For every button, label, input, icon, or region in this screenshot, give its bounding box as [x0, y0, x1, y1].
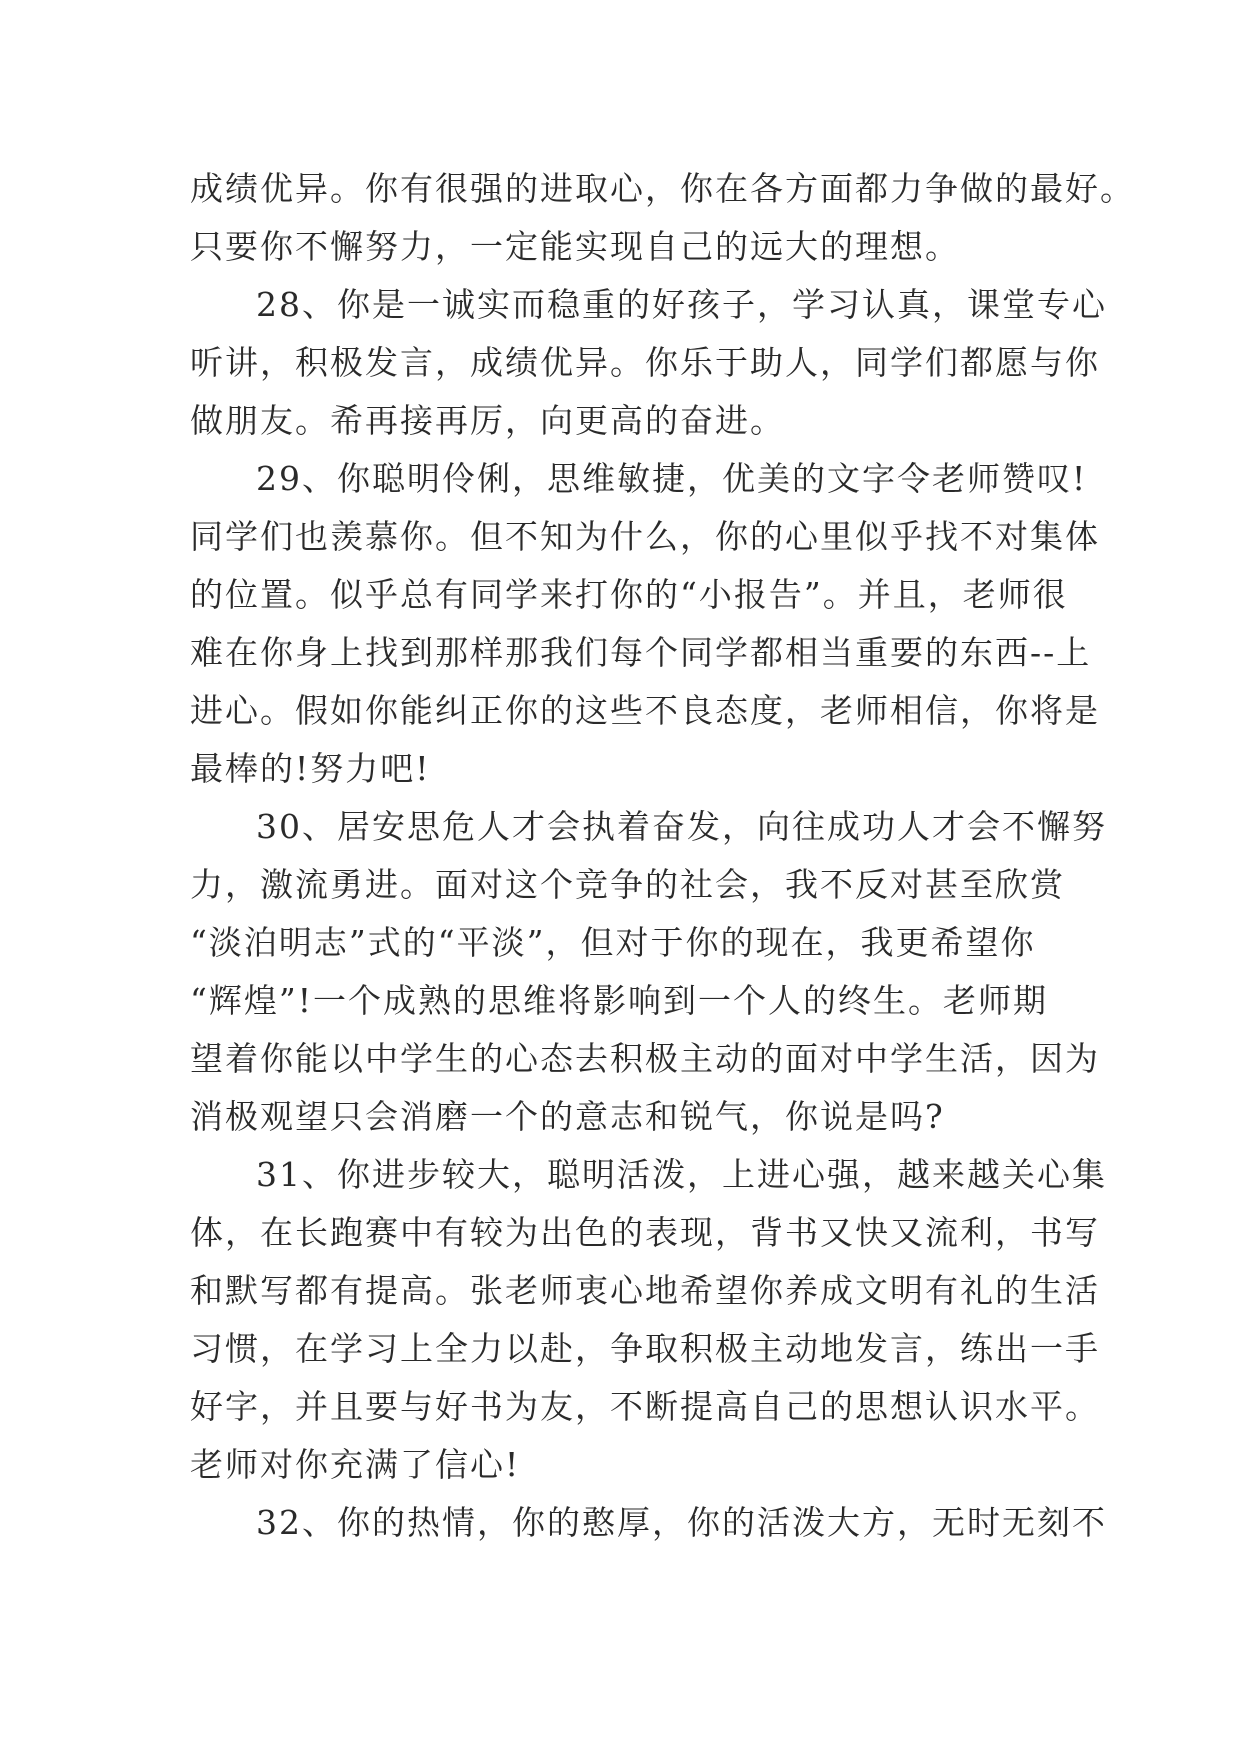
- text-line: 难在你身上找到那样那我们每个同学都相当重要的东西--上: [190, 633, 1092, 672]
- text-line: 望着你能以中学生的心态去积极主动的面对中学生活，因为: [190, 1039, 1100, 1078]
- text-line: 和默写都有提高。张老师衷心地希望你养成文明有礼的生活: [190, 1271, 1100, 1310]
- text-line: 29、你聪明伶俐，思维敏捷，优美的文字令老师赞叹!: [256, 459, 1088, 498]
- text-line: 听讲，积极发言，成绩优异。你乐于助人，同学们都愿与你: [190, 343, 1100, 382]
- text-line: 进心。假如你能纠正你的这些不良态度，老师相信，你将是: [190, 691, 1100, 730]
- text-line: 28、你是一诚实而稳重的好孩子，学习认真，课堂专心: [256, 285, 1107, 324]
- text-line: “辉煌”!一个成熟的思维将影响到一个人的终生。老师期: [190, 981, 1049, 1020]
- text-line: 体，在长跑赛中有较为出色的表现，背书又快又流利，书写: [190, 1213, 1100, 1252]
- text-line: “淡泊明志”式的“平淡”，但对于你的现在，我更希望你: [190, 923, 1036, 962]
- text-line: 只要你不懈努力，一定能实现自己的远大的理想。: [190, 227, 960, 266]
- text-line: 的位置。似乎总有同学来打你的“小报告”。并且，老师很: [190, 575, 1068, 614]
- text-line: 最棒的!努力吧!: [190, 749, 431, 788]
- text-line: 习惯，在学习上全力以赴，争取积极主动地发言，练出一手: [190, 1329, 1100, 1368]
- text-line: 成绩优异。你有很强的进取心，你在各方面都力争做的最好。: [190, 169, 1135, 208]
- text-line: 30、居安思危人才会执着奋发，向往成功人才会不懈努: [256, 807, 1107, 846]
- text-line: 31、你进步较大，聪明活泼，上进心强，越来越关心集: [256, 1155, 1107, 1194]
- text-line: 做朋友。希再接再厉，向更高的奋进。: [190, 401, 785, 440]
- document-body: [190, 160, 1135, 1552]
- text-line: 力，激流勇进。面对这个竞争的社会，我不反对甚至欣赏: [190, 865, 1065, 904]
- text-line: 好字，并且要与好书为友，不断提高自己的思想认识水平。: [190, 1387, 1100, 1426]
- text-line: 同学们也羡慕你。但不知为什么，你的心里似乎找不对集体: [190, 517, 1100, 556]
- text-line: 老师对你充满了信心!: [190, 1445, 521, 1484]
- text-line: 32、你的热情，你的憨厚，你的活泼大方，无时无刻不: [256, 1503, 1107, 1542]
- text-line: 消极观望只会消磨一个的意志和锐气，你说是吗?: [190, 1097, 945, 1136]
